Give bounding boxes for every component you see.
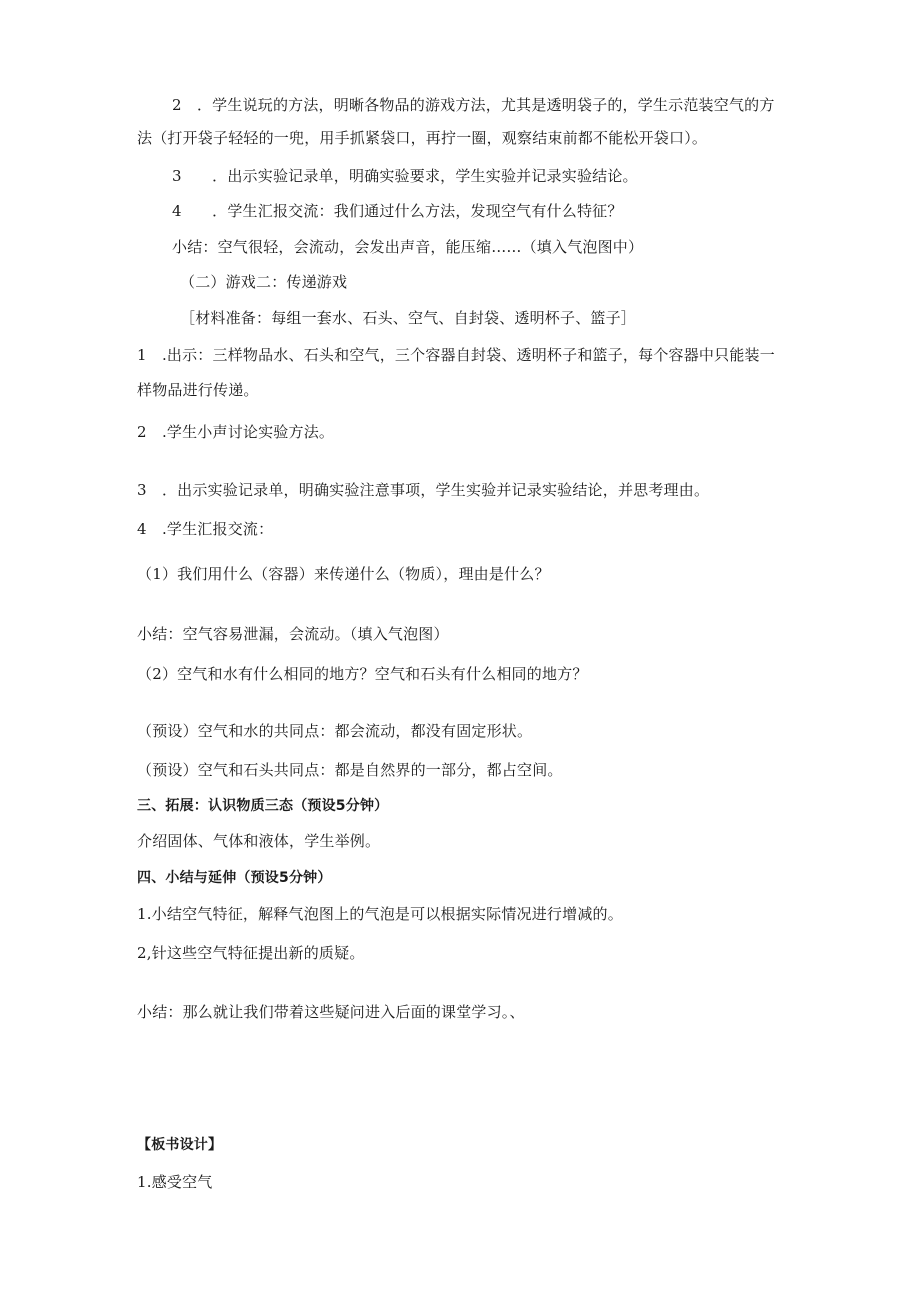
paragraph-step-3: 3 ．出示实验记录单，明确实验要求，学生实验并记录实验结论。 [172,167,638,185]
section-game-two-heading: （二）游戏二：传递游戏 [180,273,348,291]
game-two-step-3: 3 ．出示实验记录单，明确实验注意事项，学生实验并记录实验结论，并思考理由。 [137,481,710,499]
question-2: （2）空气和水有什么相同的地方？空气和石头有什么相同的地方？ [137,665,588,683]
game-two-step-2: 2 .学生小声讨论实验方法。 [137,423,335,441]
preset-air-stone: （预设）空气和石头共同点：都是自然界的一部分，都占空间。 [137,761,563,779]
closing-summary: 小结：那么就让我们带着这些疑问进入后面的课堂学习。、 [137,1003,525,1021]
board-design-heading: 【板书设计】 [137,1137,223,1153]
game-two-step-4: 4 .学生汇报交流： [137,520,274,538]
paragraph-step-2-continued: 法（打开袋子轻轻的一兜，用手抓紧袋口，再拧一圈，观察结束前都不能松开袋口）。 [137,129,708,147]
game-two-step-1: 1 .出示：三样物品水、石头和空气，三个容器自封袋、透明杯子和篮子，每个容器中只能装一 [137,346,775,364]
paragraph-step-4: 4 ．学生汇报交流：我们通过什么方法，发现空气有什么特征？ [172,202,623,220]
section-three-body: 介绍固体、气体和液体，学生举例。 [137,832,381,850]
section-four-heading: 四、小结与延伸（预设5分钟） [137,870,332,886]
summary-air-properties: 小结：空气很轻，会流动，会发出声音，能压缩……（填入气泡图中） [172,238,644,256]
question-1: （1）我们用什么（容器）来传递什么（物质），理由是什么？ [137,565,550,583]
summary-leakage: 小结：空气容易泄漏，会流动。（填入气泡图） [137,625,449,643]
section-three-heading: 三、拓展：认识物质三态（预设5分钟） [137,798,389,814]
preset-air-water: （预设）空气和水的共同点：都会流动，都没有固定形状。 [137,722,533,740]
board-design-item-1: 1.感受空气 [137,1173,213,1191]
section-four-item-2: 2,针这些空气特征提出新的质疑。 [137,944,365,962]
paragraph-step-2: 2 ．学生说玩的方法，明晰各物品的游戏方法，尤其是透明袋子的，学生示范装空气的方 [172,96,775,114]
materials-preparation: ［材料准备：每组一套水、石头、空气、自封袋、透明杯子、篮子］ [180,309,637,327]
game-two-step-1-continued: 样物品进行传递。 [137,381,259,399]
section-four-item-1: 1.小结空气特征，解释气泡图上的气泡是可以根据实际情况进行增减的。 [137,905,623,923]
